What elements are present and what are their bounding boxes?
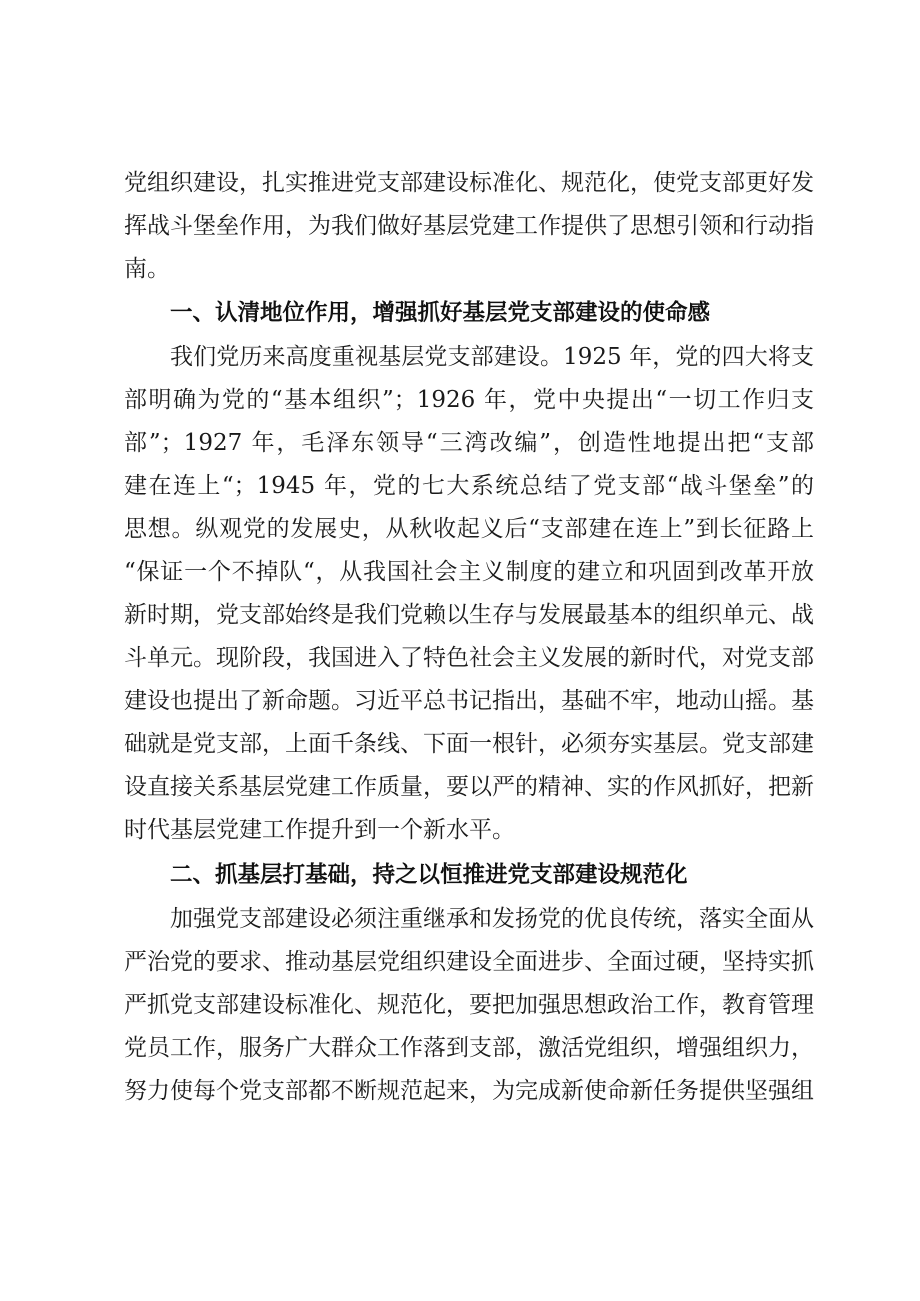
paragraph-line: 党组织建设，扎实推进党支部建设标准化、规范化，使党支部更好发: [124, 170, 814, 196]
paragraph-line: 设直接关系基层党建工作质量，要以严的精神、实的作风抓好，把新: [124, 774, 814, 800]
paragraph-line: 新时期，党支部始终是我们党赖以生存与发展最基本的组织单元、战: [124, 602, 814, 628]
paragraph-line: 我们党历来高度重视基层党支部建设。1925 年，党的四大将支: [170, 344, 814, 370]
paragraph-line: 部”；1927 年，毛泽东领导“三湾改编”，创造性地提出把“支部: [124, 430, 814, 456]
paragraph-line: 部明确为党的“基本组织”；1926 年，党中央提出“一切工作归支: [124, 387, 814, 413]
paragraph-line: 建在连上“；1945 年，党的七大系统总结了党支部“战斗堡垒”的: [124, 473, 814, 499]
paragraph-line: 斗单元。现阶段，我国进入了特色社会主义发展的新时代，对党支部: [124, 645, 814, 671]
paragraph-line: 严治党的要求、推动基层党组织建设全面进步、全面过硬，坚持实抓: [124, 949, 814, 975]
paragraph-line: 严抓党支部建设标准化、规范化，要把加强思想政治工作，教育管理: [124, 992, 814, 1018]
paragraph-line: 础就是党支部，上面千条线、下面一根针，必须夯实基层。党支部建: [124, 731, 814, 757]
paragraph-line: 南。: [124, 256, 170, 282]
paragraph-line: 挥战斗堡垒作用，为我们做好基层党建工作提供了思想引领和行动指: [124, 213, 814, 239]
paragraph-line: 党员工作，服务广大群众工作落到支部，激活党组织，增强组织力，: [124, 1035, 814, 1061]
paragraph-line: “保证一个不掉队“，从我国社会主义制度的建立和巩固到改革开放: [124, 559, 814, 585]
paragraph-line: 努力使每个党支部都不断规范起来，为完成新使命新任务提供坚强组: [124, 1078, 814, 1104]
section-heading-2: 二、抓基层打基础，持之以恒推进党支部建设规范化: [170, 862, 688, 888]
paragraph-line: 加强党支部建设必须注重继承和发扬党的优良传统，落实全面从: [170, 906, 814, 932]
section-heading-1: 一、认清地位作用，增强抓好基层党支部建设的使命感: [170, 300, 711, 326]
paragraph-line: 时代基层党建工作提升到一个新水平。: [124, 817, 515, 843]
paragraph-line: 建设也提出了新命题。习近平总书记指出，基础不牢，地动山摇。基: [124, 688, 814, 714]
paragraph-line: 思想。纵观党的发展史，从秋收起义后“支部建在连上”到长征路上: [124, 516, 814, 542]
